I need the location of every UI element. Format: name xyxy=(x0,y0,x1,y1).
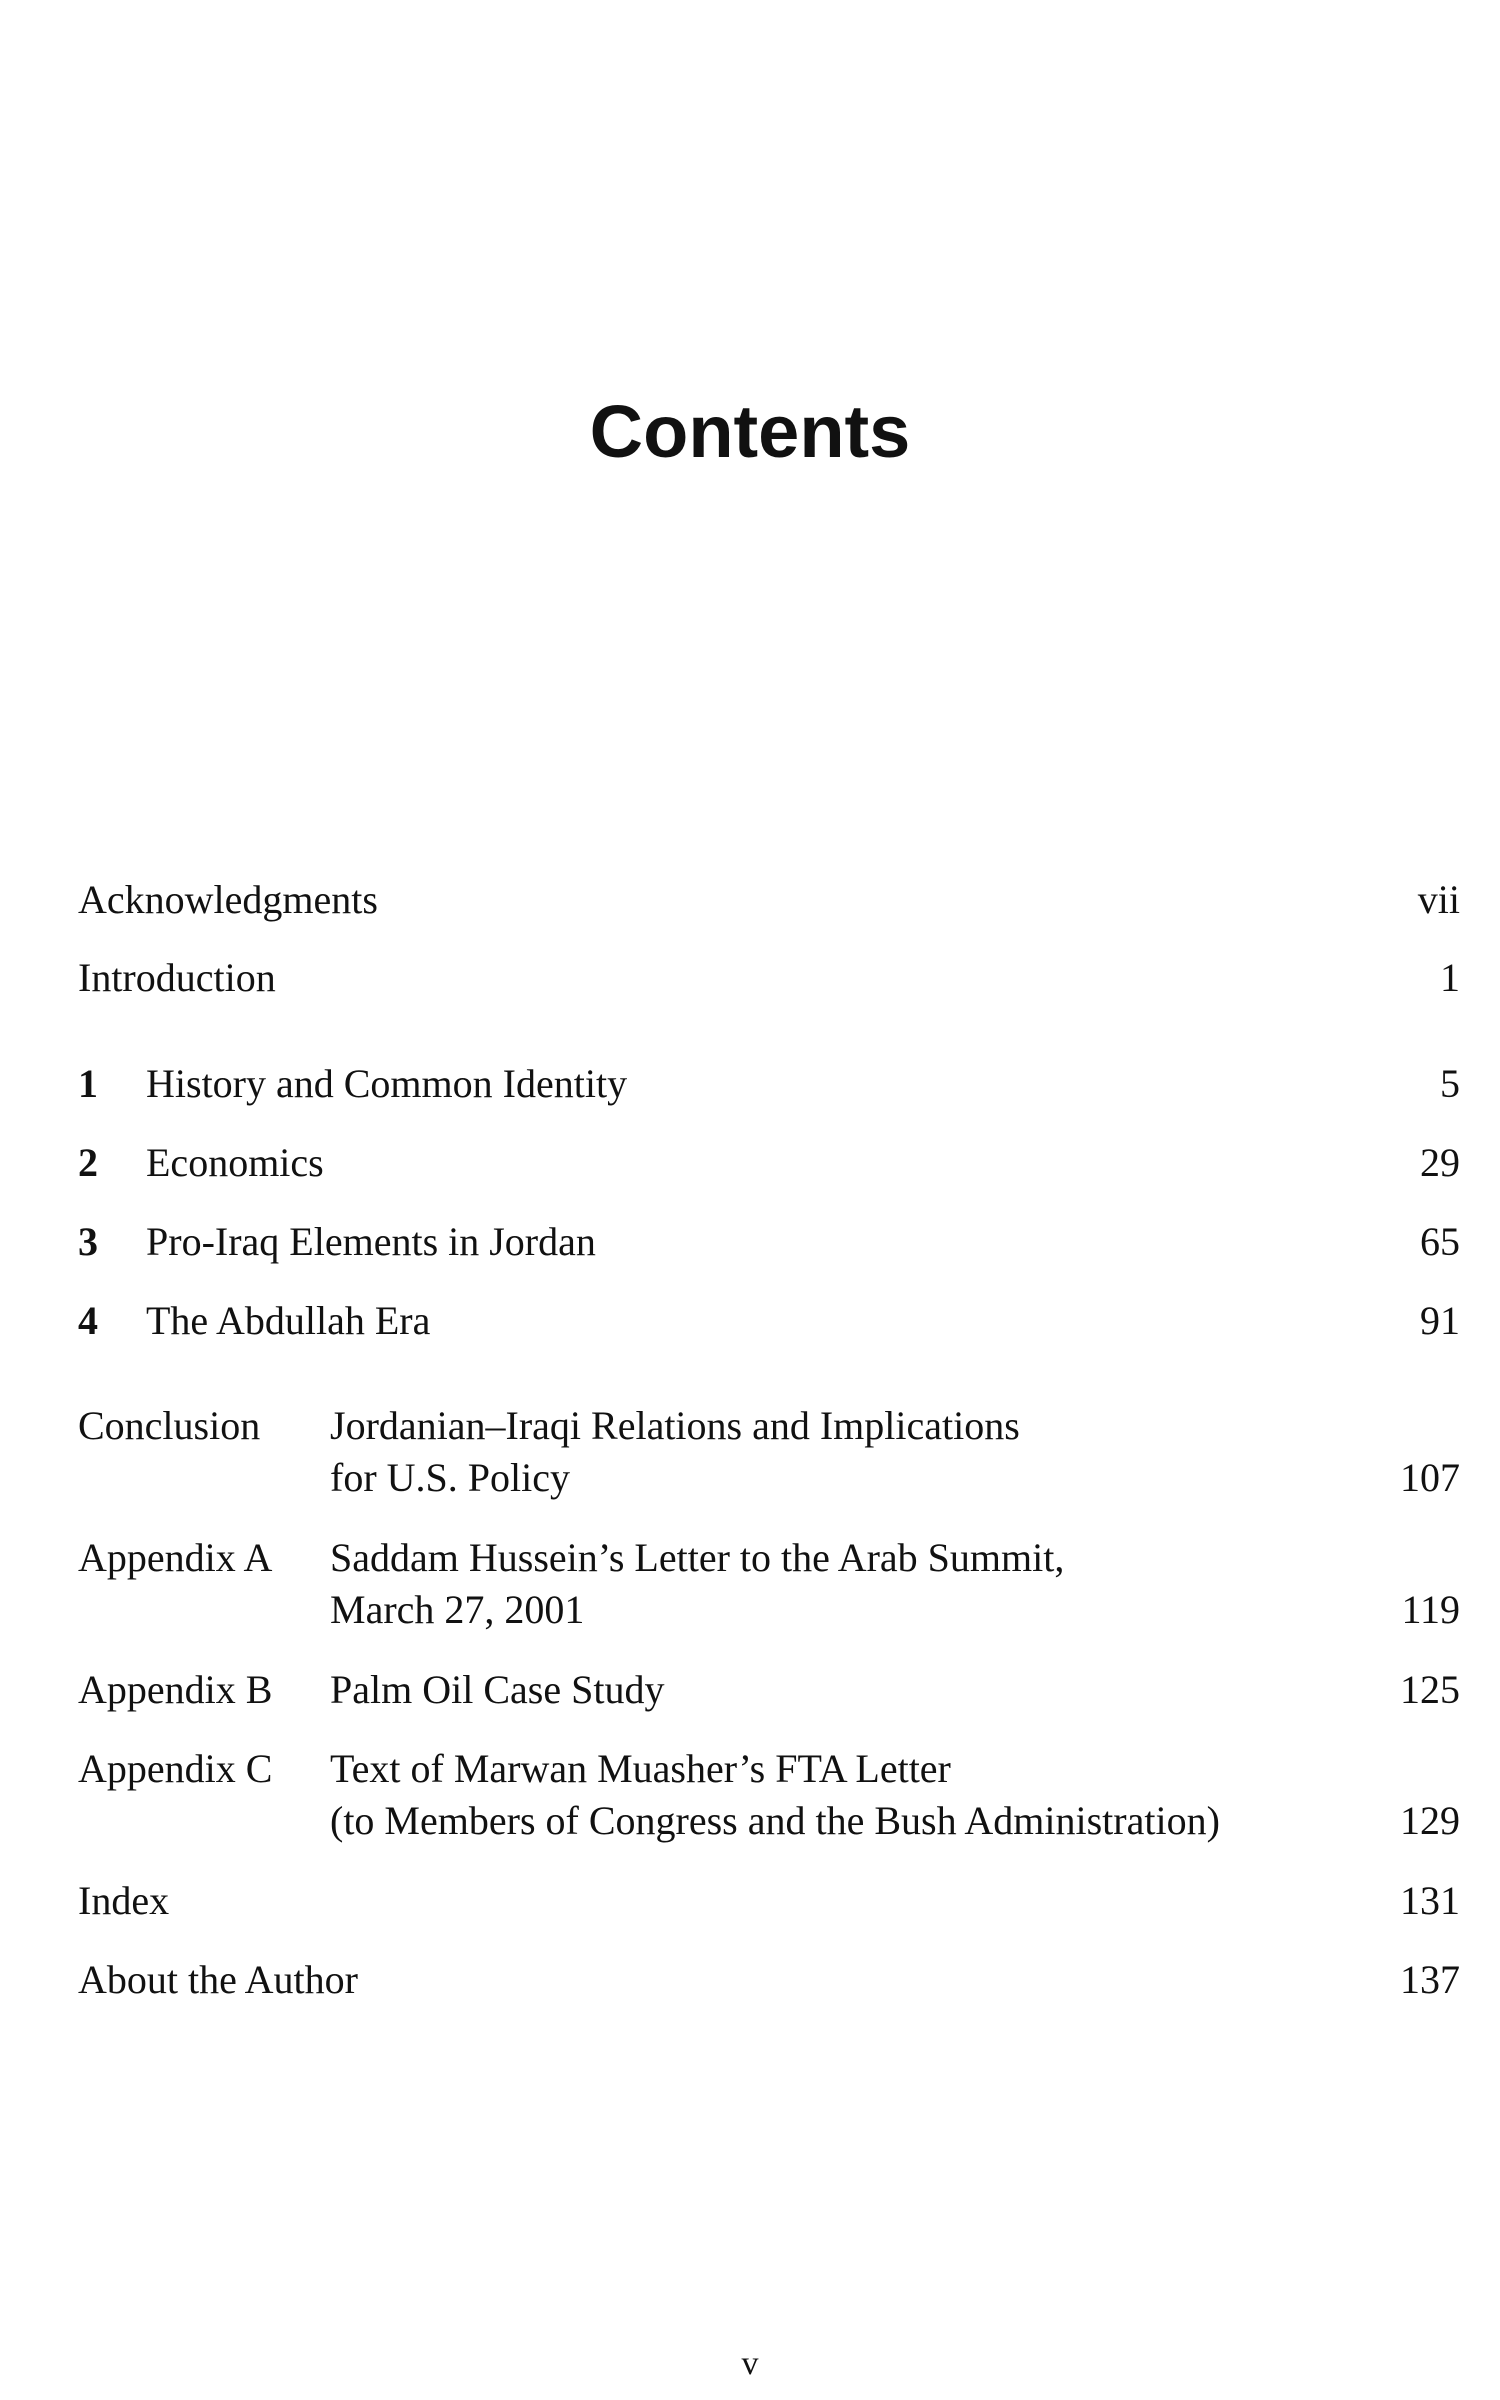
toc-entry-title xyxy=(330,1743,1220,1847)
page-title: Contents xyxy=(589,390,911,473)
chapter-number: 2 xyxy=(78,1140,98,1185)
chapter-number: 4 xyxy=(78,1298,98,1343)
toc-entry-title-line2: for U.S. Policy xyxy=(330,1455,570,1500)
toc-entry-label: Appendix A xyxy=(78,1535,273,1580)
chapter-number: 3 xyxy=(78,1219,98,1264)
toc-entry-label: Introduction xyxy=(78,955,276,1000)
toc-entry-title-line1: Saddam Hussein’s Letter to the Arab Summit, xyxy=(330,1535,1065,1580)
toc-page-number: 91 xyxy=(1420,1298,1460,1343)
chapter-number: 1 xyxy=(78,1061,98,1106)
toc-entry-label: Index xyxy=(78,1878,170,1923)
toc-page-number: 137 xyxy=(1400,1957,1460,2002)
toc-page-number: 29 xyxy=(1420,1140,1460,1185)
toc-page-number: 65 xyxy=(1420,1219,1460,1264)
toc-entry-title-line2: (to Members of Congress and the Bush Administration) xyxy=(330,1798,1220,1843)
toc-entry-label: Appendix B xyxy=(78,1667,273,1712)
page-folio: v xyxy=(741,2345,759,2382)
toc-entry-label: Conclusion xyxy=(78,1403,261,1448)
toc-page-number: 5 xyxy=(1440,1061,1460,1106)
toc-entry-label: Acknowledgments xyxy=(78,877,378,922)
toc-page-number: 1 xyxy=(1440,955,1460,1000)
toc-page-number: vii xyxy=(1417,877,1460,922)
chapter-title: Economics xyxy=(146,1140,324,1185)
toc-page-number: 129 xyxy=(1400,1798,1460,1843)
toc-entry-title-line1: Jordanian–Iraqi Relations and Implications xyxy=(330,1403,1020,1448)
toc-page-number: 131 xyxy=(1400,1878,1460,1923)
chapter-title: The Abdullah Era xyxy=(146,1298,431,1343)
toc-entry-title-line1: Text of Marwan Muasher’s FTA Letter xyxy=(330,1746,951,1791)
toc-entry-title-line2: March 27, 2001 xyxy=(330,1587,585,1632)
toc-entry-label: About the Author xyxy=(78,1957,358,2002)
chapter-title: History and Common Identity xyxy=(146,1061,628,1106)
toc-page-number: 107 xyxy=(1400,1455,1460,1500)
toc-page-number: 125 xyxy=(1400,1667,1460,1712)
chapter-title: Pro-Iraq Elements in Jordan xyxy=(146,1219,596,1264)
toc-page-number: 119 xyxy=(1401,1587,1460,1632)
toc-entry-title xyxy=(330,1400,1020,1504)
toc-entry-label: Appendix C xyxy=(78,1746,273,1791)
toc-entry-title xyxy=(330,1532,1064,1636)
toc-entry-title: Palm Oil Case Study xyxy=(330,1667,665,1712)
